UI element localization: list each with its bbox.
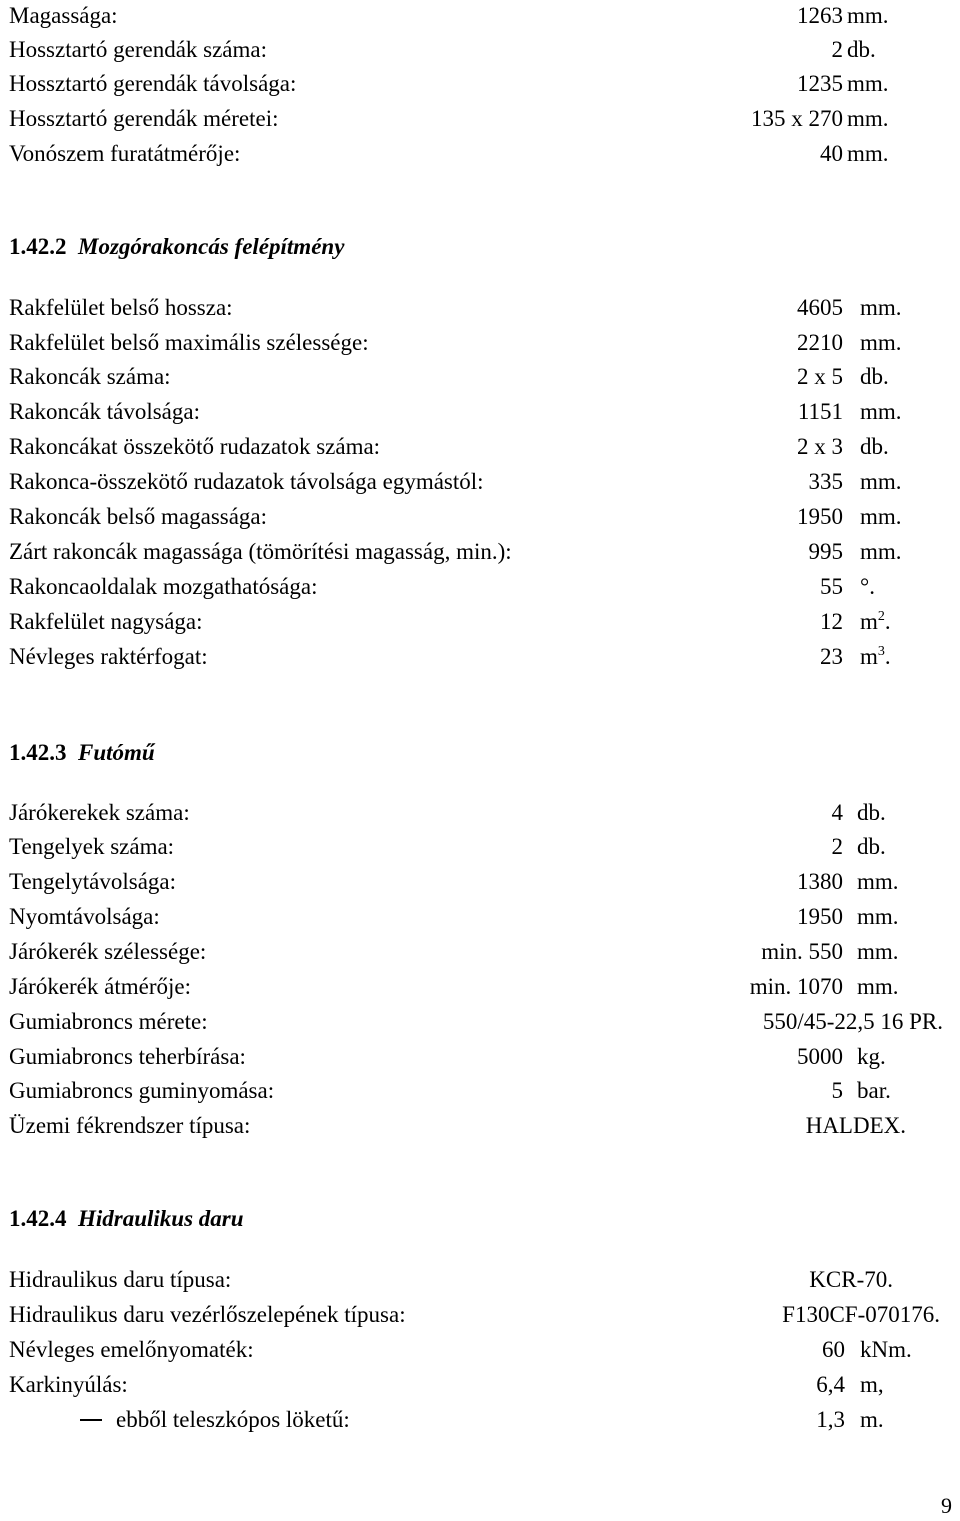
unit-text: mm.	[860, 330, 902, 355]
unit-text: db.	[847, 37, 876, 62]
spec-value: min. 1070	[749, 974, 843, 999]
unit-text: mm.	[847, 71, 889, 96]
spec-row	[0, 431, 960, 463]
spec-value: 1151	[797, 399, 843, 424]
spec-unit	[860, 1334, 912, 1366]
spec-unit	[857, 1075, 891, 1107]
spec-value: 2	[831, 37, 843, 62]
spec-label: Zárt rakoncák magassága (tömörítési magasság, min.):	[9, 539, 512, 564]
spec-row	[0, 292, 960, 324]
spec-row	[0, 1404, 960, 1436]
spec-value: 1950	[797, 504, 843, 529]
spec-unit	[860, 361, 889, 393]
spec-row	[0, 641, 960, 673]
unit-text: °.	[860, 574, 875, 599]
spec-unit	[860, 396, 902, 428]
spec-label: Hidraulikus daru típusa:	[9, 1267, 232, 1292]
spec-label: Tengelyek száma:	[9, 834, 175, 859]
spec-row	[0, 831, 960, 863]
spec-label: Rakonca-összekötő rudazatok távolsága egymástól:	[9, 469, 484, 494]
unit-text: mm.	[860, 504, 902, 529]
spec-unit	[847, 103, 889, 135]
spec-label: Karkinyúlás:	[9, 1372, 128, 1397]
spec-label: Névleges raktérfogat:	[9, 644, 208, 669]
section-number: 1.42.2	[9, 234, 67, 259]
spec-value: 550/45-22,5 16 PR.	[762, 1009, 943, 1034]
unit-text: mm.	[847, 141, 889, 166]
spec-unit	[860, 501, 902, 533]
unit-text: mm.	[860, 469, 902, 494]
unit-text: mm.	[847, 106, 889, 131]
spec-value: 23	[820, 644, 843, 669]
spec-label: Járókerék átmérője:	[9, 974, 191, 999]
unit-text: m	[860, 609, 878, 634]
spec-label: Rakfelület belső maximális szélessége:	[9, 330, 369, 355]
spec-label: ebből teleszkópos löketű:	[116, 1407, 350, 1432]
spec-unit	[847, 0, 889, 32]
section-number: 1.42.3	[9, 740, 67, 765]
spec-unit	[860, 1404, 884, 1436]
spec-row	[0, 1110, 960, 1142]
spec-label: Rakfelület nagysága:	[9, 609, 203, 634]
spec-value: 12	[820, 609, 843, 634]
unit-text: db.	[857, 800, 886, 825]
unit-text: m.	[860, 1407, 884, 1432]
spec-unit	[857, 797, 886, 829]
spec-unit	[847, 34, 876, 66]
spec-value: 995	[808, 539, 843, 564]
unit-text: mm.	[860, 539, 902, 564]
spec-label: Járókerék szélessége:	[9, 939, 207, 964]
spec-row	[0, 571, 960, 603]
spec-label: Névleges emelőnyomaték:	[9, 1337, 254, 1362]
spec-unit	[860, 431, 889, 463]
spec-label: Rakoncák száma:	[9, 364, 171, 389]
spec-row	[0, 901, 960, 933]
spec-row	[0, 1299, 960, 1331]
spec-label: Rakoncák távolsága:	[9, 399, 200, 424]
spec-row	[0, 536, 960, 568]
spec-label: Gumiabroncs teherbírása:	[9, 1044, 246, 1069]
spec-unit	[860, 292, 902, 324]
spec-value: 2 x 3	[797, 434, 843, 459]
unit-text: db.	[860, 364, 889, 389]
spec-label: Hossztartó gerendák távolsága:	[9, 71, 297, 96]
spec-row	[0, 797, 960, 829]
spec-label: Rakoncaoldalak mozgathatósága:	[9, 574, 318, 599]
unit-suffix: .	[884, 644, 891, 669]
spec-value: 55	[820, 574, 843, 599]
unit-suffix: .	[884, 609, 891, 634]
spec-value: 1235	[797, 71, 843, 96]
spec-label: Hidraulikus daru vezérlőszelepének típusa:	[9, 1302, 406, 1327]
section-number: 1.42.4	[9, 1206, 67, 1231]
spec-value: 2 x 5	[797, 364, 843, 389]
spec-value: 335	[808, 469, 843, 494]
spec-label: Rakfelület belső hossza:	[9, 295, 233, 320]
spec-label: Vonószem furatátmérője:	[9, 141, 241, 166]
spec-unit	[847, 138, 889, 170]
spec-label: Járókerekek száma:	[9, 800, 190, 825]
spec-label: Magassága:	[9, 3, 118, 28]
spec-label: Nyomtávolsága:	[9, 904, 160, 929]
spec-value: 60	[822, 1337, 845, 1362]
spec-unit	[857, 1041, 886, 1073]
spec-row	[0, 936, 960, 968]
spec-row	[0, 68, 960, 100]
spec-value: 1263	[797, 3, 843, 28]
spec-label: Gumiabroncs mérete:	[9, 1009, 208, 1034]
spec-value: 6,4	[816, 1372, 845, 1397]
spec-unit	[857, 831, 886, 863]
unit-text: mm.	[847, 3, 889, 28]
spec-unit	[860, 327, 902, 359]
spec-row	[0, 396, 960, 428]
spec-row	[0, 0, 960, 32]
unit-exponent: 2	[877, 609, 885, 624]
section-title: Mozgórakoncás felépítmény	[78, 234, 345, 259]
unit-text: mm.	[857, 869, 899, 894]
spec-value: 2	[831, 834, 843, 859]
unit-text: bar.	[857, 1078, 891, 1103]
spec-value: 5	[831, 1078, 843, 1103]
spec-unit	[860, 571, 875, 603]
spec-label: Gumiabroncs guminyomása:	[9, 1078, 275, 1103]
spec-unit	[847, 68, 889, 100]
spec-row	[0, 501, 960, 533]
spec-row	[0, 866, 960, 898]
spec-label: Rakoncákat összekötő rudazatok száma:	[9, 434, 381, 459]
spec-value: 5000	[797, 1044, 843, 1069]
spec-value: F130CF-070176.	[782, 1302, 940, 1327]
spec-unit	[857, 901, 899, 933]
spec-value: 4605	[797, 295, 843, 320]
spec-row	[0, 1075, 960, 1107]
spec-label: Rakoncák belső magassága:	[9, 504, 268, 529]
spec-label: Üzemi fékrendszer típusa:	[9, 1113, 251, 1138]
spec-row	[0, 606, 960, 638]
list-dash	[80, 1419, 102, 1421]
spec-value: KCR-70.	[809, 1267, 893, 1292]
spec-value: 1,3	[816, 1407, 845, 1432]
spec-label: Hossztartó gerendák száma:	[9, 37, 268, 62]
spec-row	[0, 971, 960, 1003]
section-heading-1-42-3	[9, 737, 155, 769]
spec-row	[0, 103, 960, 135]
unit-text: mm.	[860, 399, 902, 424]
unit-text: mm.	[857, 904, 899, 929]
section-title: Futómű	[78, 740, 155, 765]
spec-label: Tengelytávolsága:	[9, 869, 176, 894]
spec-unit	[860, 536, 902, 568]
spec-unit	[857, 936, 899, 968]
spec-row	[0, 1006, 960, 1038]
unit-text: kg.	[857, 1044, 886, 1069]
spec-value: min. 550	[761, 939, 843, 964]
unit-text: mm.	[860, 295, 902, 320]
section-title: Hidraulikus daru	[78, 1206, 244, 1231]
spec-row	[0, 327, 960, 359]
unit-text: db.	[857, 834, 886, 859]
spec-unit	[860, 1369, 884, 1401]
spec-row	[0, 1041, 960, 1073]
section-heading-1-42-4	[9, 1203, 244, 1235]
spec-unit	[860, 641, 891, 677]
unit-text: mm.	[857, 974, 899, 999]
unit-text: mm.	[857, 939, 899, 964]
spec-row	[0, 1369, 960, 1401]
unit-text: m	[860, 644, 878, 669]
spec-value: 40	[820, 141, 843, 166]
unit-text: m,	[860, 1372, 884, 1397]
spec-row	[0, 34, 960, 66]
spec-unit	[860, 606, 891, 642]
section-heading-1-42-2	[9, 231, 344, 263]
spec-value: HALDEX.	[805, 1113, 906, 1138]
spec-label: Hossztartó gerendák méretei:	[9, 106, 279, 131]
unit-text: db.	[860, 434, 889, 459]
unit-text: kNm.	[860, 1337, 912, 1362]
spec-unit	[857, 971, 899, 1003]
spec-value: 1380	[797, 869, 843, 894]
page-number: 9	[941, 1493, 952, 1518]
spec-row	[0, 138, 960, 170]
spec-unit	[860, 466, 902, 498]
spec-row	[0, 466, 960, 498]
unit-exponent: 3	[877, 644, 885, 659]
spec-value: 2210	[797, 330, 843, 355]
spec-row	[0, 1264, 960, 1296]
spec-value: 1950	[797, 904, 843, 929]
spec-value: 4	[831, 800, 843, 825]
spec-row	[0, 361, 960, 393]
spec-row	[0, 1334, 960, 1366]
spec-unit	[857, 866, 899, 898]
spec-value: 135 x 270	[751, 106, 843, 131]
